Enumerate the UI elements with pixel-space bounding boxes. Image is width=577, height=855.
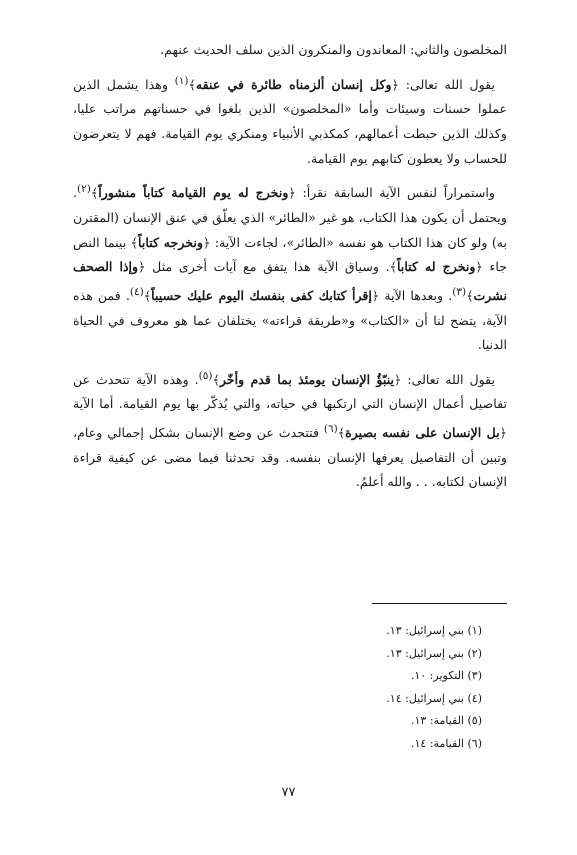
footnote-item: (٤) بني إسرائيل: ١٤. [386,691,482,705]
footnote-ref: (١) [174,74,189,87]
footnote-item: (٥) القيامة: ١٣. [411,714,482,727]
paragraph [73,38,507,63]
quran-quote: وكل إنسان ألزمناه طائرة في عنقه [195,76,392,92]
text-run: . وهذه الآية تتحدث عن تفاصيل أعمال الإنسان التي ارتكبها في حياته، والتي يُذكّر بها يوم القيامة. أما الآية ﴿ [73,371,508,441]
footnote-ref: (٤) [129,285,144,298]
text-run: . وبعدها الآية ﴿ [371,287,453,303]
footnote-ref: (٦) [323,423,338,436]
text-run: ﴾ [212,371,220,387]
body-text [73,38,507,495]
text-run: وهذا يشمل الذين عملوا حسنات وسيئات وأما «المخلصون» الذين بلغوا في حسناتهم مراتب عليا، وكذلك الذين حبطت أعمالهم، كمكذبي الأنبياء ومنكري يوم القيامة. فهم لا يتعرضون للحساب ولا يعطون كتابهم يوم القيامة. [73,76,507,166]
paragraph [73,177,507,358]
text-run: واستمراراً لنفس الآية السابقة نقرأ: ﴿ [288,185,495,201]
footnote-item: (٢) بني إسرائيل: ١٣. [386,646,482,660]
page-number: ٧٧ [281,785,296,800]
quran-quote: ينبّؤُ الإنسان يومئذ بما قدم وأخّر [219,371,395,387]
footnote-ref: (٢) [77,183,91,196]
text-run: ﴾ [188,76,196,92]
quran-quote: ونخرج له يوم القيامة كتاباً منشوراً [98,185,289,201]
text-run: ﴾ [90,185,99,201]
quran-quote: وإذا الصحف نشرت [73,259,507,303]
footnotes [182,620,482,755]
quran-quote: ونخرجه كتاباً [138,234,203,250]
text-run: ﴾ [466,287,474,303]
text-run: ﴾. وسياق الآية هذا يتفق مع آيات أخرى مثل ﴿ [138,259,397,275]
text-run: يقول الله تعالى: ﴿ [391,76,495,92]
text-run: فتتحدث عن وضع الإنسان بشكل إجمالي وعام، وتبين أن التفاصيل يعرفها الإنسان بنفسه. وقد تحدثنا فيما مضى عن كيفية قراءة الإنسان لكتابه. . . والله أعلمُ. [73,425,507,490]
text-run: . ويحتمل أن يكون هذا الكتاب، هو غير «الطائر» الذي يعلّق في عنق الإنسان (المقترن به) ولو كان هذا الكتاب هو نفسه «الطائر»، لجاءت الآية: ﴿ [73,185,507,250]
text-run: ﴾ [143,287,152,303]
text-run: يقول الله تعالى: ﴿ [394,371,495,387]
quran-quote: بل الإنسان على نفسه بصيرة [345,425,500,441]
text-run: ﴾ بينما النص جاء ﴿ [73,234,507,275]
footnote-divider [372,603,507,604]
quran-quote: إقرأ كتابك كفى بنفسك اليوم عليك حسيباً [151,287,372,303]
footnote-ref: (٥) [198,369,213,382]
footnote-item: (٣) التكوير: ١٠. [410,669,482,682]
paragraph [73,364,507,495]
text-run: . فمن هذه الآية، يتضح لنا أن «الكتاب» و«طريقة قراءته» يختلفان عما هو معروف في الحياة الدنيا. [73,287,507,353]
footnote-item: (٦) القيامة: ١٤. [411,736,482,750]
text-run: ﴾ [337,425,346,441]
paragraph [73,69,507,172]
quran-quote: ونخرج له كتاباً [397,259,476,275]
text-run: المخلصون والثاني: المعاندون والمنكرون الذين سلف الحديث عنهم. [160,42,507,57]
footnote-item: (١) بني إسرائيل: ١٣. [386,624,482,637]
footnote-ref: (٣) [452,285,467,298]
